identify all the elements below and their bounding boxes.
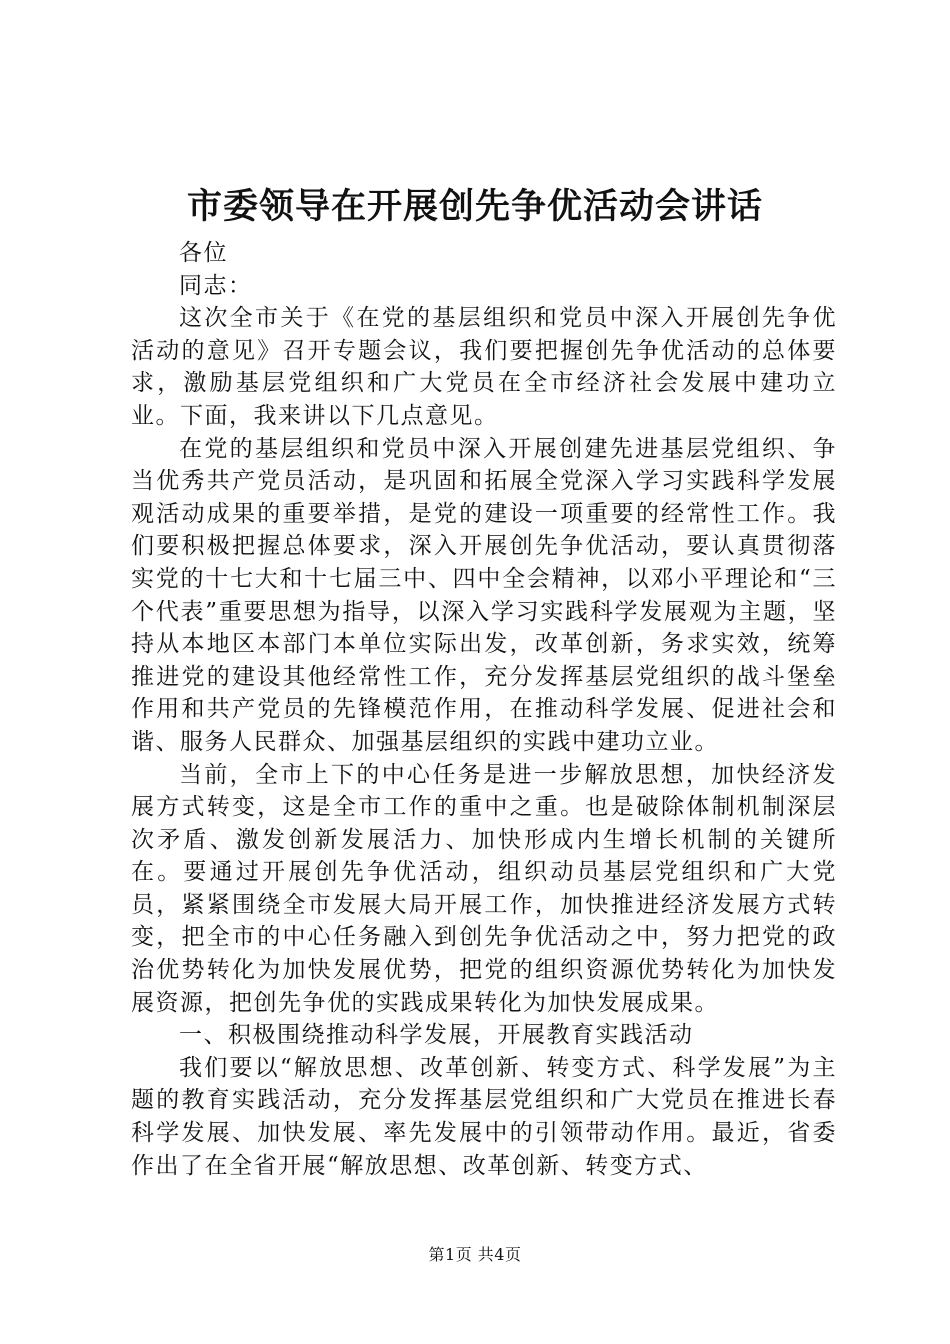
document-body <box>131 237 837 1182</box>
paragraph-section-1: 我们要以“解放思想、改革创新、转变方式、科学发展”为主题的教育实践活动，充分发挥基层党组织和广大党员在推进长春科学发展、加快发展、率先发展中的引领带动作用。最近，省委作出了在全省开展“解放思想、改革创新、转变方式、 <box>131 1054 837 1179</box>
paragraph-requirements: 在党的基层组织和党员中深入开展创建先进基层党组织、争当优秀共产党员活动，是巩固和拓展全党深入学习实践科学发展观活动成果的重要举措，是党的建设一项重要的经常性工作。我们要积极把握总体要求，深入开展创先争优活动，要认真贯彻落实党的十七大和十七届三中、四中全会精神，以邓小平理论和“三个代表”重要思想为指导，以深入学习实践科学发展观为主题，坚持从本地区本部门本单位实际出发，改革创新，务求实效，统筹推进党的建设其他经常性工作，充分发挥基层党组织的战斗堡垒作用和共产党员的先锋模范作用，在推动科学发展、促进社会和谐、服务人民群众、加强基层组织的实践中建功立业。 <box>131 435 837 755</box>
paragraph-opening: 这次全市关于《在党的基层组织和党员中深入开展创先争优活动的意见》召开专题会议，我们要把握创先争优活动的总体要求，激励基层党组织和广大党员在全市经济社会发展中建功立业。下面，我来讲以下几点意见。 <box>131 305 837 429</box>
paragraph-central-task: 当前，全市上下的中心任务是进一步解放思想，加快经济发展方式转变，这是全市工作的重中之重。也是破除体制机制深层次矛盾、激发创新发展活力、加快形成内生增长机制的关键所在。要通过开展创先争优活动，组织动员基层党组织和广大党员，紧紧围绕全市发展大局开展工作，加快推进经济发展方式转变，把全市的中心任务融入到创先争优活动之中，努力把党的政治优势转化为加快发展优势，把党的组织资源优势转化为加快发展资源，把创先争优的实践成果转化为加快发展成果。 <box>131 761 837 1016</box>
salutation-line-2: 同志： <box>179 272 253 299</box>
page-footer: 第1页 共4页 <box>428 1245 522 1264</box>
salutation-line-1: 各位 <box>179 240 228 266</box>
document-title: 市委领导在开展创先争优活动会讲话 <box>186 187 763 227</box>
section-heading-1: 一、积极围绕推动科学发展，开展教育实践活动 <box>179 1022 694 1049</box>
